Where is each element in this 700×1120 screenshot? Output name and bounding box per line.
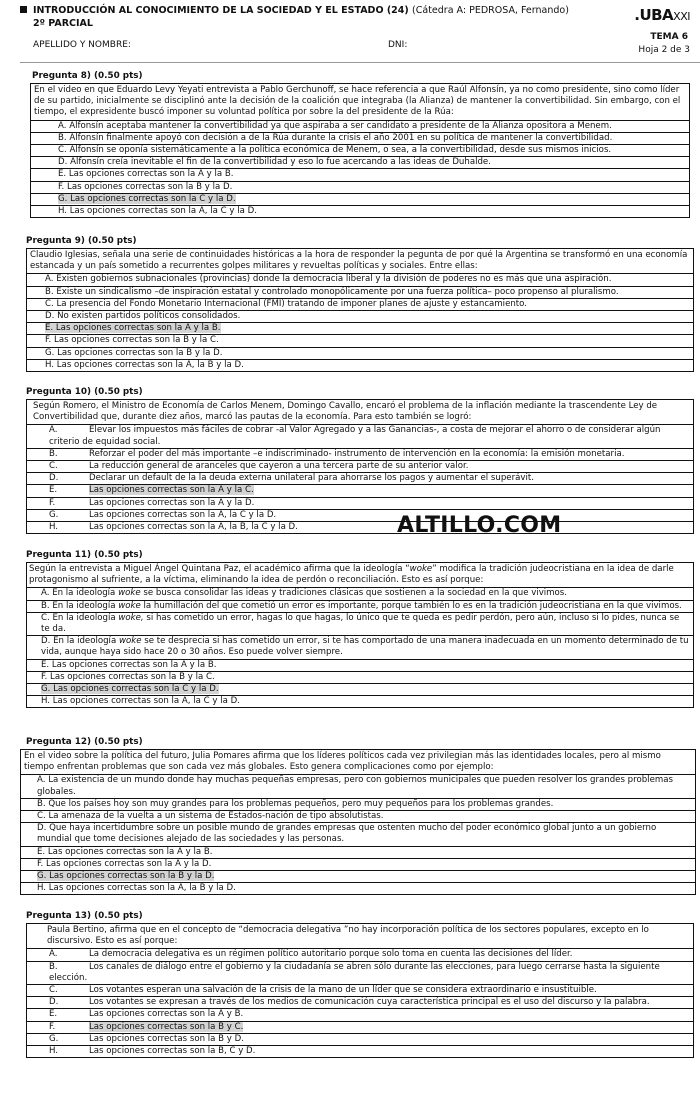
question-11 (26, 550, 694, 708)
option-c[interactable]: C. La presencia del Fondo Monetario Internacional (FMI) tratando de imponer planes de ajuste y estancamiento. (26, 299, 694, 311)
bullet-square-icon (20, 6, 27, 13)
option-b[interactable]: B. Alfonsín finalmente apoyó con decisión a de la Rúa durante la crisis el año 2001 en su política de mantener la convertibilidad. (30, 133, 690, 145)
option-h[interactable]: H. Las opciones correctas son la B, C y D. (26, 1046, 694, 1058)
option-f[interactable]: F. Las opciones correctas son la A y la D. (26, 498, 694, 510)
page-header (0, 0, 700, 70)
option-c[interactable]: C. Los votantes esperan una salvación de la crisis de la mano de un líder que se considera extraordinario e insustituible. (26, 985, 694, 997)
option-f[interactable]: F. Las opciones correctas son la A y la D. (20, 859, 696, 871)
option-f[interactable]: F. Las opciones correctas son la B y la C. (26, 672, 694, 684)
option-a[interactable]: A. Elevar los impuestos más fáciles de cobrar -al Valor Agregado y a las Ganancias-, a costa de mejorar el ahorro o de considerar algún criterio de equidad social. (26, 425, 694, 448)
question-13 (26, 911, 694, 1058)
question-title: Pregunta 8) (0.50 pts) (32, 71, 143, 81)
option-e[interactable]: E. Las opciones correctas son la A y la B. (30, 169, 690, 181)
option-b[interactable]: B. Que los países hoy son muy grandes para los problemas pequeños, pero muy pequeños para los problemas grandes. (20, 799, 696, 811)
dni-label: DNI: (388, 40, 408, 50)
option-c[interactable]: C. La reducción general de aranceles que cayeron a una tercera parte de su anterior valor. (26, 461, 694, 473)
option-h[interactable]: H. Las opciones correctas son la A, la C y la D. (30, 206, 690, 218)
option-h[interactable]: H. Las opciones correctas son la A, la B y la D. (20, 883, 696, 895)
option-b[interactable]: B. Reforzar el poder del más importante –e indiscriminado- instrumento de intervención en la economía: la emisión monetaria. (26, 449, 694, 461)
tema-label: TEMA 6 (650, 32, 688, 42)
option-g[interactable]: G. Las opciones correctas son la B y D. (26, 1034, 694, 1046)
question-intro: En el video en que Eduardo Levy Yeyati entrevista a Pablo Gerchunoff, se hace referencia a que Raúl Alfonsín, ya no como presidente, sino como líder de su partido, inicialmente se disciplinó ante la decisión de la coalición que integraba (la Alianza) de mantener la convertibilidad. Sin embargo, con el tiempo, el expresidente buscó imponer su voluntad política por sobre la del presidente de la Rúa: (30, 83, 690, 121)
question-title: Pregunta 13) (0.50 pts) (26, 911, 143, 921)
option-b[interactable]: B. Los canales de diálogo entre el gobierno y la ciudadanía se abren sólo durante las elecciones, para luego cerrarse hasta la siguiente elección. (26, 962, 694, 985)
option-e[interactable]: E. Las opciones correctas son la A y la B. (20, 847, 696, 859)
option-a[interactable]: A. Existen gobiernos subnacionales (provincias) donde la democracia liberal y la división de poderes no es más que una aspiración. (26, 274, 694, 286)
option-f[interactable]: F. Las opciones correctas son la B y la D. (30, 182, 690, 194)
question-9 (26, 236, 694, 372)
option-d[interactable]: D. Los votantes se expresan a través de los medios de comunicación cuya característica principal es el uso del discurso y la palabra. (26, 997, 694, 1009)
option-g-selected[interactable]: G. Las opciones correctas son la B y la D. (20, 871, 696, 883)
header-divider (20, 62, 700, 63)
question-title: Pregunta 11) (0.50 pts) (26, 550, 143, 560)
question-title: Pregunta 12) (0.50 pts) (26, 737, 143, 747)
question-intro: Paula Bertino, afirma que en el concepto de “democracia delegativa ”no hay incorporación política de los sectores populares, excepto en lo discursivo. Esto es así porque: (26, 923, 694, 949)
option-g[interactable]: G. Las opciones correctas son la A, la C y la D. (26, 510, 694, 522)
option-a[interactable]: A. La existencia de un mundo donde hay muchas pequeñas empresas, pero con gobiernos municipales que pueden resolver los grandes problemas globales. (20, 775, 696, 798)
option-b[interactable]: B. En la ideología woke la humillación del que cometió un error es importante, porque también lo es en la tradición judeocristiana en la que vivimos. (26, 601, 694, 613)
option-g-selected[interactable]: G. Las opciones correctas son la C y la D. (26, 684, 694, 696)
option-a[interactable]: A. La democracia delegativa es un régimen político autoritario porque solo toma en cuenta las decisiones del líder. (26, 949, 694, 961)
course-title: INTRODUCCIÓN AL CONOCIMIENTO DE LA SOCIEDAD Y EL ESTADO (24) (Cátedra A: PEDROSA, Fernando) (33, 5, 569, 16)
option-d[interactable]: D. Alfonsín creía inevitable el fin de la convertibilidad y eso lo fue acercando a las ideas de Duhalde. (30, 157, 690, 169)
option-e[interactable]: E. Las opciones correctas son la A y la B. (26, 660, 694, 672)
option-c[interactable]: C. La amenaza de la vuelta a un sistema de Estados-nación de tipo absolutistas. (20, 811, 696, 823)
option-a[interactable]: A. Alfonsín aceptaba mantener la convertibilidad ya que aspiraba a ser candidato a presidente de la Alianza opositora a Menem. (30, 121, 690, 133)
exam-type: 2º PARCIAL (33, 18, 93, 29)
uba-xxi-logo: .UBAXXI (634, 6, 690, 24)
question-intro: Según Romero, el Ministro de Economía de Carlos Menem, Domingo Cavallo, encaró el problema de la inflación mediante la trascendente Ley de Convertibilidad que, durante diez años, marcó las pautas de la economía. Para esto también se logró: (26, 399, 694, 425)
option-f[interactable]: F. Las opciones correctas son la B y la C. (26, 335, 694, 347)
watermark-text: ALTILLO.COM (397, 513, 562, 538)
apellido-label: APELLIDO Y NOMBRE: (33, 40, 131, 50)
catedra: (Cátedra A: PEDROSA, Fernando) (412, 5, 569, 16)
option-h[interactable]: H. Las opciones correctas son la A, la C y la D. (26, 696, 694, 708)
option-h[interactable]: H. Las opciones correctas son la A, la B, la C y la D. (26, 522, 694, 534)
question-title: Pregunta 10) (0.50 pts) (26, 387, 143, 397)
option-g-selected[interactable]: G. Las opciones correctas son la C y la D. (30, 194, 690, 206)
question-10 (26, 387, 694, 534)
option-a[interactable]: A. En la ideología woke se busca consolidar las ideas y tradiciones clásicas que sostienen a la sociedad en la que vivimos. (26, 588, 694, 600)
option-d[interactable]: D. En la ideología woke se te desprecia si has cometido un error, si te has comportado de una manera inadecuada en un momento determinado de tu vida, aunque haya sido hace 20 o 30 años. Eso puede volver siempre. (26, 636, 694, 659)
question-intro: Claudio Iglesias, señala una serie de continuidades históricas a la hora de responder la pegunta de por qué la Argentina se transformó en una economía estancada y un país sometido a recurrentes golpes militares y revueltas políticas y sociales. Entre ellas: (26, 248, 694, 274)
option-e-selected[interactable]: E. Las opciones correctas son la A y la C. (26, 485, 694, 497)
option-f-selected[interactable]: F. Las opciones correctas son la B y C. (26, 1022, 694, 1034)
question-title: Pregunta 9) (0.50 pts) (26, 236, 137, 246)
option-c[interactable]: C. En la ideología woke, si has cometido un error, hagas lo que hagas, lo único que te queda es pedir perdón, pero aún, incluso si lo pides, nunca se te da. (26, 613, 694, 636)
question-12 (20, 737, 696, 895)
question-intro: En el video sobre la política del futuro, Julia Pomares afirma que los líderes políticos cada vez privilegian más las identidades locales, pero al mismo tiempo enfrentan problemas que son cada vez más globales. Esto genera complicaciones como por ejemplo: (20, 749, 696, 775)
option-e-selected[interactable]: E. Las opciones correctas son la A y la B. (26, 323, 694, 335)
option-d[interactable]: D. No existen partidos políticos consolidados. (26, 311, 694, 323)
option-g[interactable]: G. Las opciones correctas son la B y la D. (26, 348, 694, 360)
page-number: Hoja 2 de 3 (638, 45, 690, 55)
question-8 (30, 71, 690, 218)
option-b[interactable]: B. Existe un sindicalismo –de inspiración estatal y controlado monopólicamente por una fuerza política– poco propenso al pluralismo. (26, 287, 694, 299)
option-e[interactable]: E. Las opciones correctas son la A y B. (26, 1009, 694, 1021)
option-c[interactable]: C. Alfonsín se oponía sistemáticamente a la política económica de Menem, o sea, a la convertibilidad, desde sus mismos inicios. (30, 145, 690, 157)
option-h[interactable]: H. Las opciones correctas son la A, la B y la D. (26, 360, 694, 372)
question-intro: Según la entrevista a Miguel Ángel Quintana Paz, el académico afirma que la ideología “woke” modifica la tradición judeocristiana en la idea de darle protagonismo al sufriente, a la víctima, eliminando la idea de perdón o reconciliación. Esto es así porque: (26, 562, 694, 588)
option-d[interactable]: D. Que haya incertidumbre sobre un posible mundo de grandes empresas que ostenten mucho del poder económico global junto a un gobierno mundial que tome decisiones alejado de las sociedades y las personas. (20, 823, 696, 846)
option-d[interactable]: D. Declarar un default de la la deuda externa unilateral para ahorrarse los pagos y aumentar el superávit. (26, 473, 694, 485)
